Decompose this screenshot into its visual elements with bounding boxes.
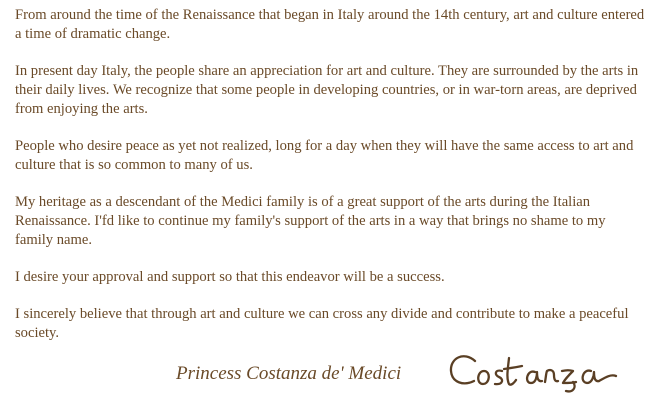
- paragraph-belief: I sincerely believe that through art and culture we can cross any divide and contribute to make a peaceful society.: [15, 306, 629, 341]
- paragraph-renaissance: From around the time of the Renaissance that began in Italy around the 14th century, art and culture entered a time of dramatic change.: [15, 7, 645, 42]
- paragraph-peace: People who desire peace as yet not realized, long for a day when they will have the same access to art and culture that is so common to many of us.: [15, 138, 634, 173]
- signature-name: Princess Costanza de' Medici: [176, 363, 402, 384]
- paragraph-approval: I desire your approval and support so that this endeavor will be a success.: [15, 269, 445, 285]
- signature-block: [0, 352, 660, 400]
- handwritten-signature: [446, 352, 622, 394]
- paragraph-heritage: My heritage as a descendant of the Medici family is of a great support of the arts during the Italian Renaissance. I'fd like to continue my family's support of the arts in a way that brings no shame to my family name.: [15, 194, 606, 248]
- letter-body: [15, 6, 645, 361]
- paragraph-present-day-italy: In present day Italy, the people share an appreciation for art and culture. They are surrounded by the arts in their daily lives. We recognize that some people in developing countries, or in war-torn areas, are deprived from enjoying the arts.: [15, 63, 639, 117]
